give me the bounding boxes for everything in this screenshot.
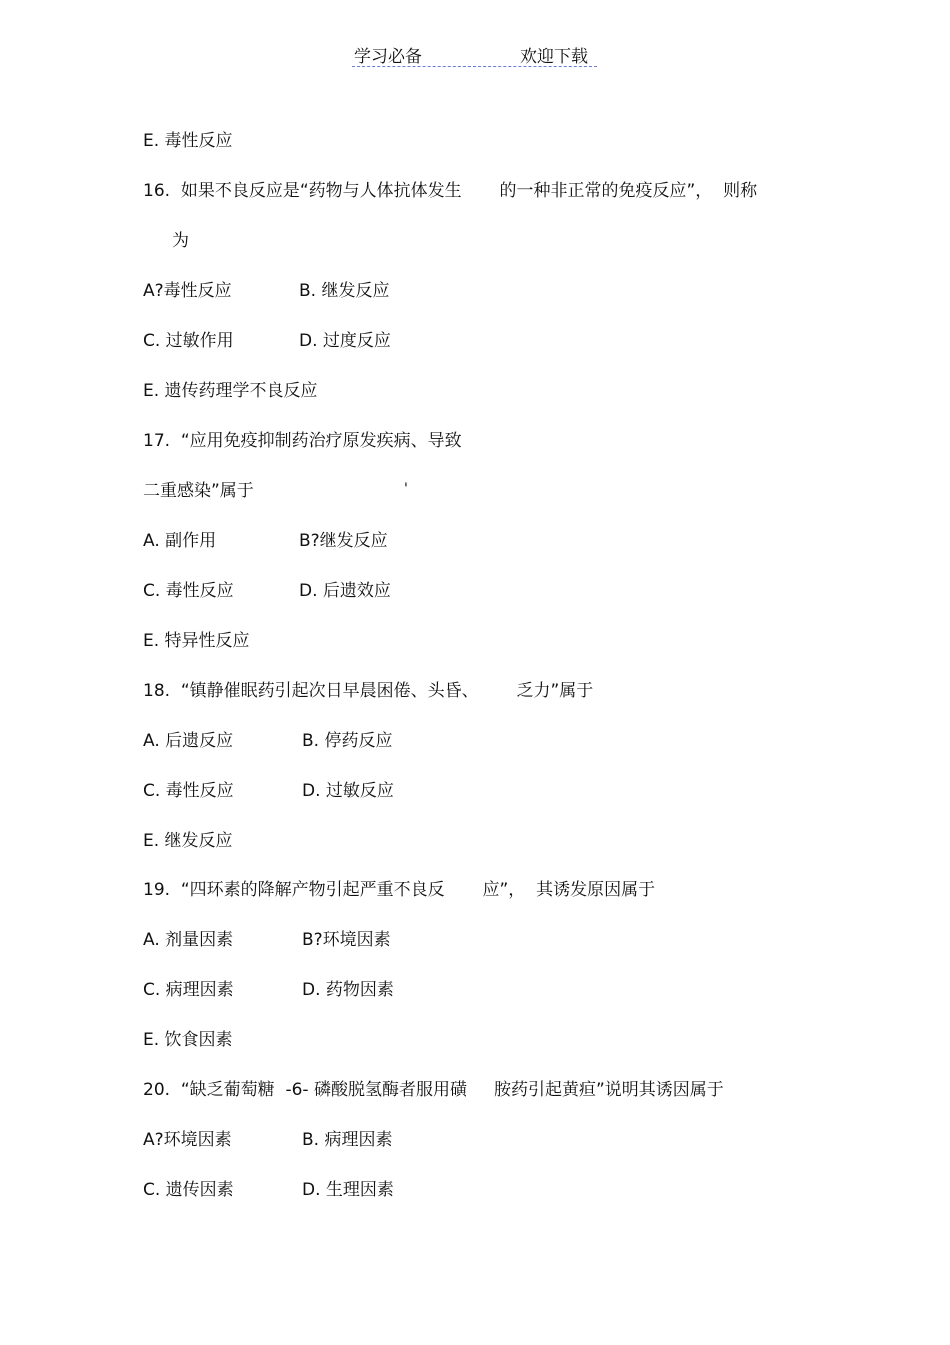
- question-19-text: 19. “四环素的降解产物引起严重不良反 应”， 其诱发原因属于: [143, 880, 656, 900]
- q19-option-c: C. 病理因素: [143, 980, 234, 1000]
- header-left-text: 学习必备: [354, 47, 422, 67]
- question-16-text: 16. 如果不良反应是“药物与人体抗体发生 的一种非正常的免疫反应”， 则称: [143, 181, 758, 201]
- q16-option-e: E. 遗传药理学不良反应: [143, 381, 318, 401]
- q16-option-c: C. 过敏作用: [143, 331, 234, 351]
- q18-option-e: E. 继发反应: [143, 831, 233, 851]
- q19-option-a: A. 剂量因素: [143, 930, 234, 950]
- question-17-continuation: 二重感染”属于: [143, 481, 254, 501]
- q17-option-b: B?继发反应: [299, 531, 388, 551]
- q17-option-c: C. 毒性反应: [143, 581, 234, 601]
- q18-option-c: C. 毒性反应: [143, 781, 234, 801]
- q17-option-a: A. 副作用: [143, 531, 217, 551]
- q17-option-e: E. 特异性反应: [143, 631, 250, 651]
- q16-option-d: D. 过度反应: [299, 331, 391, 351]
- stray-mark: ': [404, 481, 408, 497]
- question-17-text: 17. “应用免疫抑制药治疗原发疾病、导致: [143, 431, 462, 451]
- q16-option-b: B. 继发反应: [299, 281, 390, 301]
- page-header: [352, 40, 597, 67]
- question-16-continuation: 为: [172, 231, 189, 251]
- option-e-q15: E. 毒性反应: [143, 131, 233, 151]
- q18-option-b: B. 停药反应: [302, 731, 393, 751]
- q19-option-d: D. 药物因素: [302, 980, 394, 1000]
- q19-option-b: B?环境因素: [302, 930, 391, 950]
- q20-option-c: C. 遗传因素: [143, 1180, 234, 1200]
- question-20-text: 20. “缺乏葡萄糖 -6- 磷酸脱氢酶者服用磺 胺药引起黄疸”说明其诱因属于: [143, 1080, 724, 1100]
- q16-option-a: A?毒性反应: [143, 281, 232, 301]
- q19-option-e: E. 饮食因素: [143, 1030, 233, 1050]
- q18-option-a: A. 后遗反应: [143, 731, 234, 751]
- q20-option-a: A?环境因素: [143, 1130, 232, 1150]
- q20-option-b: B. 病理因素: [302, 1130, 393, 1150]
- q20-option-d: D. 生理因素: [302, 1180, 394, 1200]
- header-right-text: 欢迎下载: [520, 47, 588, 67]
- question-18-text: 18. “镇静催眠药引起次日早晨困倦、头昏、 乏力”属于: [143, 681, 594, 701]
- q17-option-d: D. 后遗效应: [299, 581, 391, 601]
- q18-option-d: D. 过敏反应: [302, 781, 394, 801]
